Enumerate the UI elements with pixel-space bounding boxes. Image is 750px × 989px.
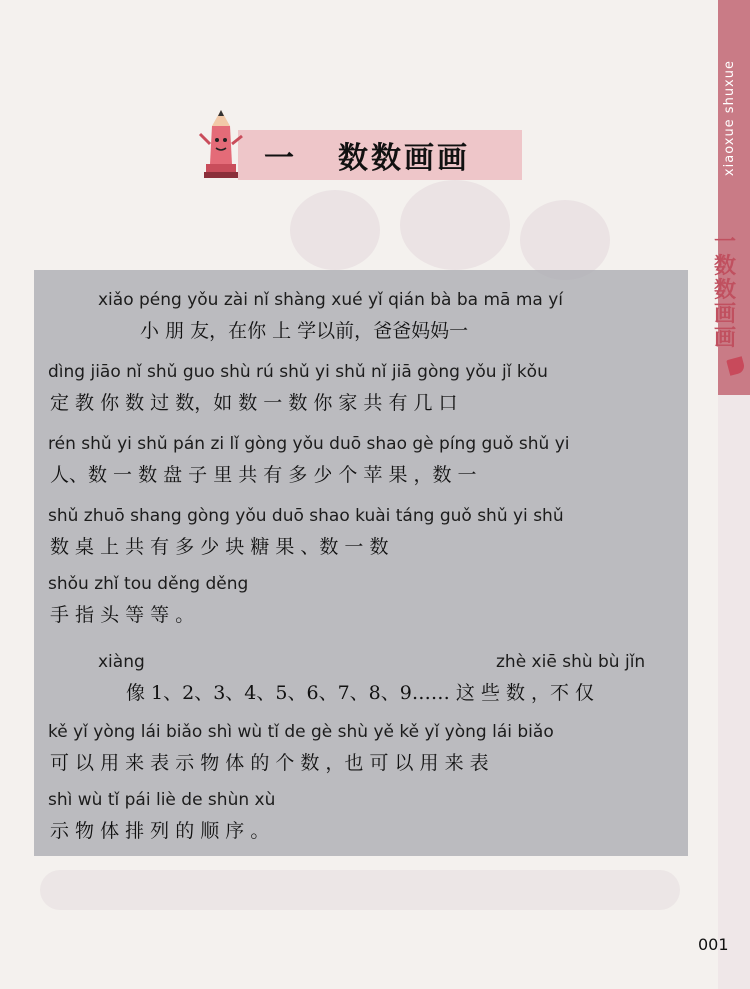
page-number: 001 [698,935,729,954]
bg-cloud-2 [400,180,510,270]
pinyin-line: xiǎo péng yǒu zài nǐ shàng xué yǐ qián bà ba mā ma yí [98,290,564,310]
hanzi-line: 数 桌 上 共 有 多 少 块 糖 果 、数 一 数 [50,536,389,558]
chapter-side-label: 一数数画画 [713,229,736,351]
chapter-title: 数数画画 [338,141,470,176]
bg-cloud-4 [40,870,680,910]
hanzi-line: 手 指 头 等 等 。 [50,604,195,626]
hanzi-line: 示 物 体 排 列 的 顺 序 。 [50,820,270,842]
pinyin-line: xiàng [98,652,145,672]
page-title [238,130,522,180]
bg-cloud-1 [290,190,380,270]
hanzi-line: 小 朋 友，在你 上 学以前，爸爸妈妈一 [140,320,469,342]
pinyin-line: kě yǐ yòng lái biǎo shì wù tǐ de gè shù yě kě yǐ yòng lái biǎo [48,722,554,742]
pinyin-line: shǔ zhuō shang gòng yǒu duō shao kuài táng guǒ shǔ yi shǔ [48,506,564,526]
hanzi-line: 定 教 你 数 过 数，如 数 一 数 你 家 共 有 几 口 [50,392,458,414]
bg-cloud-3 [520,200,610,280]
pinyin-line: dìng jiāo nǐ shǔ guo shù rú shǔ yi shǔ nǐ jiā gòng yǒu jǐ kǒu [48,362,548,382]
pinyin-line: zhè xiē shù bù jǐn [496,652,646,672]
pinyin-line: shì wù tǐ pái liè de shùn xù [48,790,276,810]
hanzi-line: 像 1、2、3、4、5、6、7、8、9…… 这 些 数 ，不 仅 [126,682,595,704]
pinyin-line: shǒu zhǐ tou děng děng [48,574,249,594]
pinyin-line: rén shǔ yi shǔ pán zi lǐ gòng yǒu duō shao gè píng guǒ shǔ yi [48,434,570,454]
chapter-number: 一 [264,141,294,176]
side-tab-text: xiaoxue shuxue [722,60,737,177]
hanzi-line: 可 以 用 来 表 示 物 体 的 个 数 ，也 可 以 用 来 表 [50,752,489,774]
hanzi-line: 人、数 一 数 盘 子 里 共 有 多 少 个 苹 果 ，数 一 [50,464,477,486]
reading-panel [34,270,688,856]
